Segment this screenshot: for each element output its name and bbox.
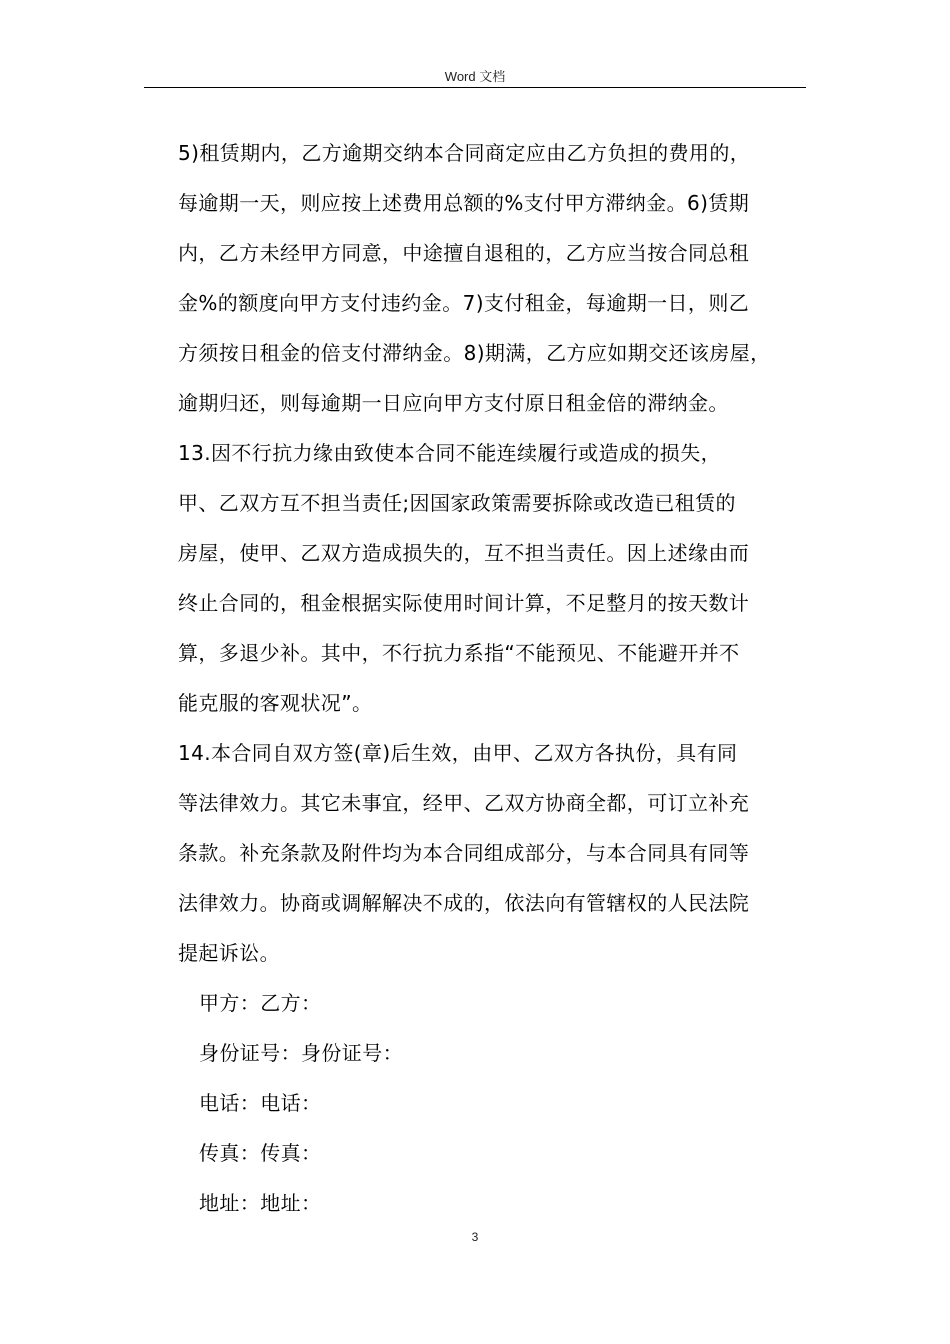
document-body [178, 128, 812, 1228]
paragraph-penalty-clauses [178, 128, 812, 428]
text-line: 13.因不行抗力缘由致使本合同不能连续履行或造成的损失， [178, 441, 722, 465]
text-line: 终止合同的，租金根据实际使用时间计算，不足整月的按天数计 [178, 591, 750, 615]
header-divider [144, 87, 806, 88]
text-line: 等法律效力。其它未事宜，经甲、乙双方协商全都，可订立补充 [178, 791, 750, 815]
text-line: 14.本合同自双方签(章)后生效，由甲、乙双方各执份，具有同 [178, 741, 738, 765]
text-line: 提起诉讼。 [178, 941, 280, 965]
text-line: 逾期归还，则每逾期一日应向甲方支付原日租金倍的滞纳金。 [178, 391, 729, 415]
signature-party-line: 甲方：乙方： [199, 991, 322, 1015]
paragraph-clause-13 [178, 428, 812, 728]
page-header: Word 文档 [444, 69, 506, 84]
text-line: 5)租赁期内，乙方逾期交纳本合同商定应由乙方负担的费用的， [178, 141, 751, 165]
text-line: 条款。补充条款及附件均为本合同组成部分，与本合同具有同等 [178, 841, 750, 865]
signature-phone-line: 电话：电话： [199, 1091, 322, 1115]
signature-id-line: 身份证号：身份证号： [199, 1041, 403, 1065]
text-line: 法律效力。协商或调解解决不成的，依法向有管辖权的人民法院 [178, 891, 750, 915]
text-line: 每逾期一天，则应按上述费用总额的%支付甲方滞纳金。6)赁期 [178, 191, 750, 215]
text-line: 算，多退少补。其中，不行抗力系指“不能预见、不能避开并不 [178, 641, 740, 665]
text-line: 方须按日租金的倍支付滞纳金。8)期满，乙方应如期交还该房屋， [178, 341, 771, 365]
signature-fax-line: 传真：传真： [199, 1141, 322, 1165]
text-line: 甲、乙双方互不担当责任;因国家政策需要拆除或改造已租赁的 [178, 491, 736, 515]
text-line: 能克服的客观状况”。 [178, 691, 373, 715]
signature-address-line: 地址：地址： [199, 1191, 322, 1215]
text-line: 金%的额度向甲方支付违约金。7)支付租金，每逾期一日，则乙 [178, 291, 750, 315]
paragraph-clause-14 [178, 728, 812, 978]
text-line: 房屋，使甲、乙双方造成损失的，互不担当责任。因上述缘由而 [178, 541, 750, 565]
page-number: 3 [471, 1230, 479, 1244]
text-line: 内，乙方未经甲方同意，中途擅自退租的，乙方应当按合同总租 [178, 241, 750, 265]
